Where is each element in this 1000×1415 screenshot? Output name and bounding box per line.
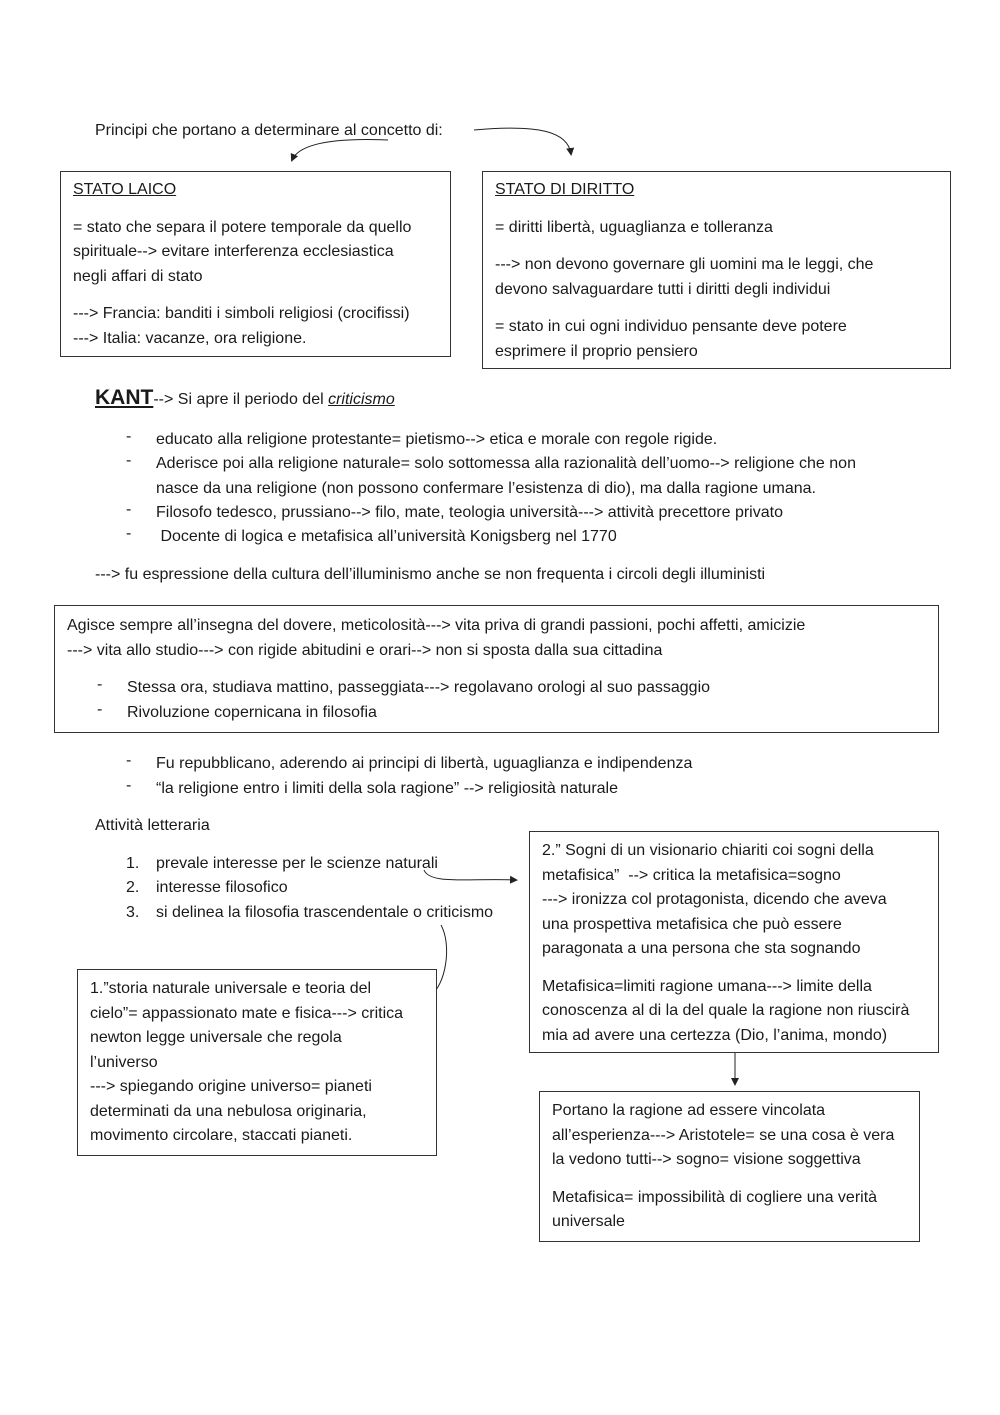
stato-diritto-line: = stato in cui ogni individuo pensante deve potere xyxy=(495,318,847,335)
stato-laico-box xyxy=(60,171,451,357)
kant-heading xyxy=(95,386,395,412)
bullet-dash: - xyxy=(126,452,132,469)
bullet-item-continuation: nasce da una religione (non possono confermare l’esistenza di dio), ma dalla ragione umana. xyxy=(156,480,816,497)
stato-laico-line: ---> Italia: vacanze, ora religione. xyxy=(73,329,307,347)
intro-text: Principi che portano a determinare al concetto di: xyxy=(95,122,443,139)
stato-laico-line: negli affari di stato xyxy=(73,267,203,285)
attivita-title: Attività letteraria xyxy=(95,817,210,834)
dovere-box xyxy=(54,605,939,733)
kant-arrow-text: --> Si apre il periodo del xyxy=(153,391,329,408)
list-number: 2. xyxy=(126,879,140,896)
kant-name: KANT xyxy=(95,386,154,409)
storia-line: ---> spiegando origine universo= pianeti xyxy=(90,1078,372,1095)
stato-laico-line: ---> Francia: banditi i simboli religiosi (crocifissi) xyxy=(73,305,410,322)
attivita-item: prevale interesse per le scienze naturali xyxy=(156,855,438,872)
stato-diritto-line: esprimere il proprio pensiero xyxy=(495,342,698,360)
sogni-line: mia ad avere una certezza (Dio, l’anima, mondo) xyxy=(542,1026,888,1044)
storia-naturale-box xyxy=(77,969,437,1156)
storia-line: movimento circolare, staccati pianeti. xyxy=(90,1127,353,1144)
stato-diritto-box xyxy=(482,171,951,369)
ragione-line: universale xyxy=(552,1213,625,1230)
arrow-to-stato-diritto xyxy=(474,128,571,154)
storia-line: cielo”= appassionato mate e fisica---> critica xyxy=(90,1004,404,1022)
ragione-box xyxy=(539,1091,920,1242)
stato-laico-title: STATO LAICO xyxy=(73,181,177,198)
sogni-line: una prospettiva metafisica che può essere xyxy=(542,915,842,933)
ragione-line: la vedono tutti--> sogno= visione soggettiva xyxy=(552,1151,861,1168)
criticismo-term: criticismo xyxy=(328,391,395,408)
ragione-line: Metafisica= impossibilità di cogliere una verità xyxy=(552,1188,878,1206)
bullet-item: Aderisce poi alla religione naturale= solo sottomessa alla razionalità dell’uomo--> religione che non xyxy=(156,455,856,472)
storia-line: 1.”storia naturale universale e teoria del xyxy=(90,980,372,997)
bullet-dash: - xyxy=(97,676,103,693)
stato-diritto-line: ---> non devono governare gli uomini ma le leggi, che xyxy=(495,256,874,273)
attivita-item: si delinea la filosofia trascendentale o criticismo xyxy=(156,904,494,921)
sogni-line: conoscenza al di la del quale la ragione non riuscirà xyxy=(542,1002,910,1019)
dovere-line: ---> vita allo studio---> con rigide abitudini e orari--> non si sposta dalla sua cittadina xyxy=(67,642,663,659)
list-number: 1. xyxy=(126,855,140,872)
bullet-item: Docente di logica e metafisica all’università Konigsberg nel 1770 xyxy=(156,528,617,545)
bullet-item: “la religione entro i limiti della sola ragione” --> religiosità naturale xyxy=(156,780,618,797)
bullet-item: educato alla religione protestante= pietismo--> etica e morale con regole rigide. xyxy=(156,431,718,448)
stato-diritto-line: devono salvaguardare tutti i diritti degli individui xyxy=(495,280,831,298)
stato-laico-line: spirituale--> evitare interferenza ecclesiastica xyxy=(73,243,394,260)
sogni-line: paragonata a una persona che sta sognando xyxy=(542,940,861,957)
dovere-bullet: Stessa ora, studiava mattino, passeggiata---> regolavano orologi al suo passaggio xyxy=(127,679,711,696)
bullet-item: Filosofo tedesco, prussiano--> filo, mate, teologia università---> attività precettore privato xyxy=(156,504,783,521)
attivita-item: interesse filosofico xyxy=(156,879,288,896)
bullet-dash: - xyxy=(126,752,132,769)
bullet-dash: - xyxy=(126,777,132,794)
illuminismo-text: ---> fu espressione della cultura dell’illuminismo anche se non frequenta i circoli degli illuministi xyxy=(95,566,766,583)
storia-line: l’universo xyxy=(90,1053,158,1071)
stato-diritto-title: STATO DI DIRITTO xyxy=(495,181,635,198)
bullet-dash: - xyxy=(126,501,132,518)
ragione-line: all’esperienza---> Aristotele= se una cosa è vera xyxy=(552,1126,895,1144)
list-number: 3. xyxy=(126,904,140,921)
stato-laico-line: = stato che separa il potere temporale da quello xyxy=(73,218,412,236)
ragione-line: Portano la ragione ad essere vincolata xyxy=(552,1102,826,1119)
dovere-line: Agisce sempre all’insegna del dovere, meticolosità---> vita priva di grandi passioni, pochi affetti, amicizie xyxy=(67,617,806,634)
sogni-line: 2.” Sogni di un visionario chiariti coi sogni della xyxy=(542,842,874,859)
bullet-dash: - xyxy=(126,525,132,542)
sogni-line: Metafisica=limiti ragione umana---> limite della xyxy=(542,977,872,995)
storia-line: determinati da una nebulosa originaria, xyxy=(90,1102,367,1120)
sogni-line: metafisica” --> critica la metafisica=sogno xyxy=(542,866,841,884)
bullet-dash: - xyxy=(126,428,132,445)
stato-diritto-line: = diritti libertà, uguaglianza e tolleranza xyxy=(495,218,773,236)
sogni-box xyxy=(529,831,939,1053)
sogni-line: ---> ironizza col protagonista, dicendo che aveva xyxy=(542,891,887,908)
storia-line: newton legge universale che regola xyxy=(90,1029,342,1046)
dovere-bullet: Rivoluzione copernicana in filosofia xyxy=(127,704,377,721)
bullet-item: Fu repubblicano, aderendo ai principi di libertà, uguaglianza e indipendenza xyxy=(156,755,693,772)
bullet-dash: - xyxy=(97,701,103,718)
